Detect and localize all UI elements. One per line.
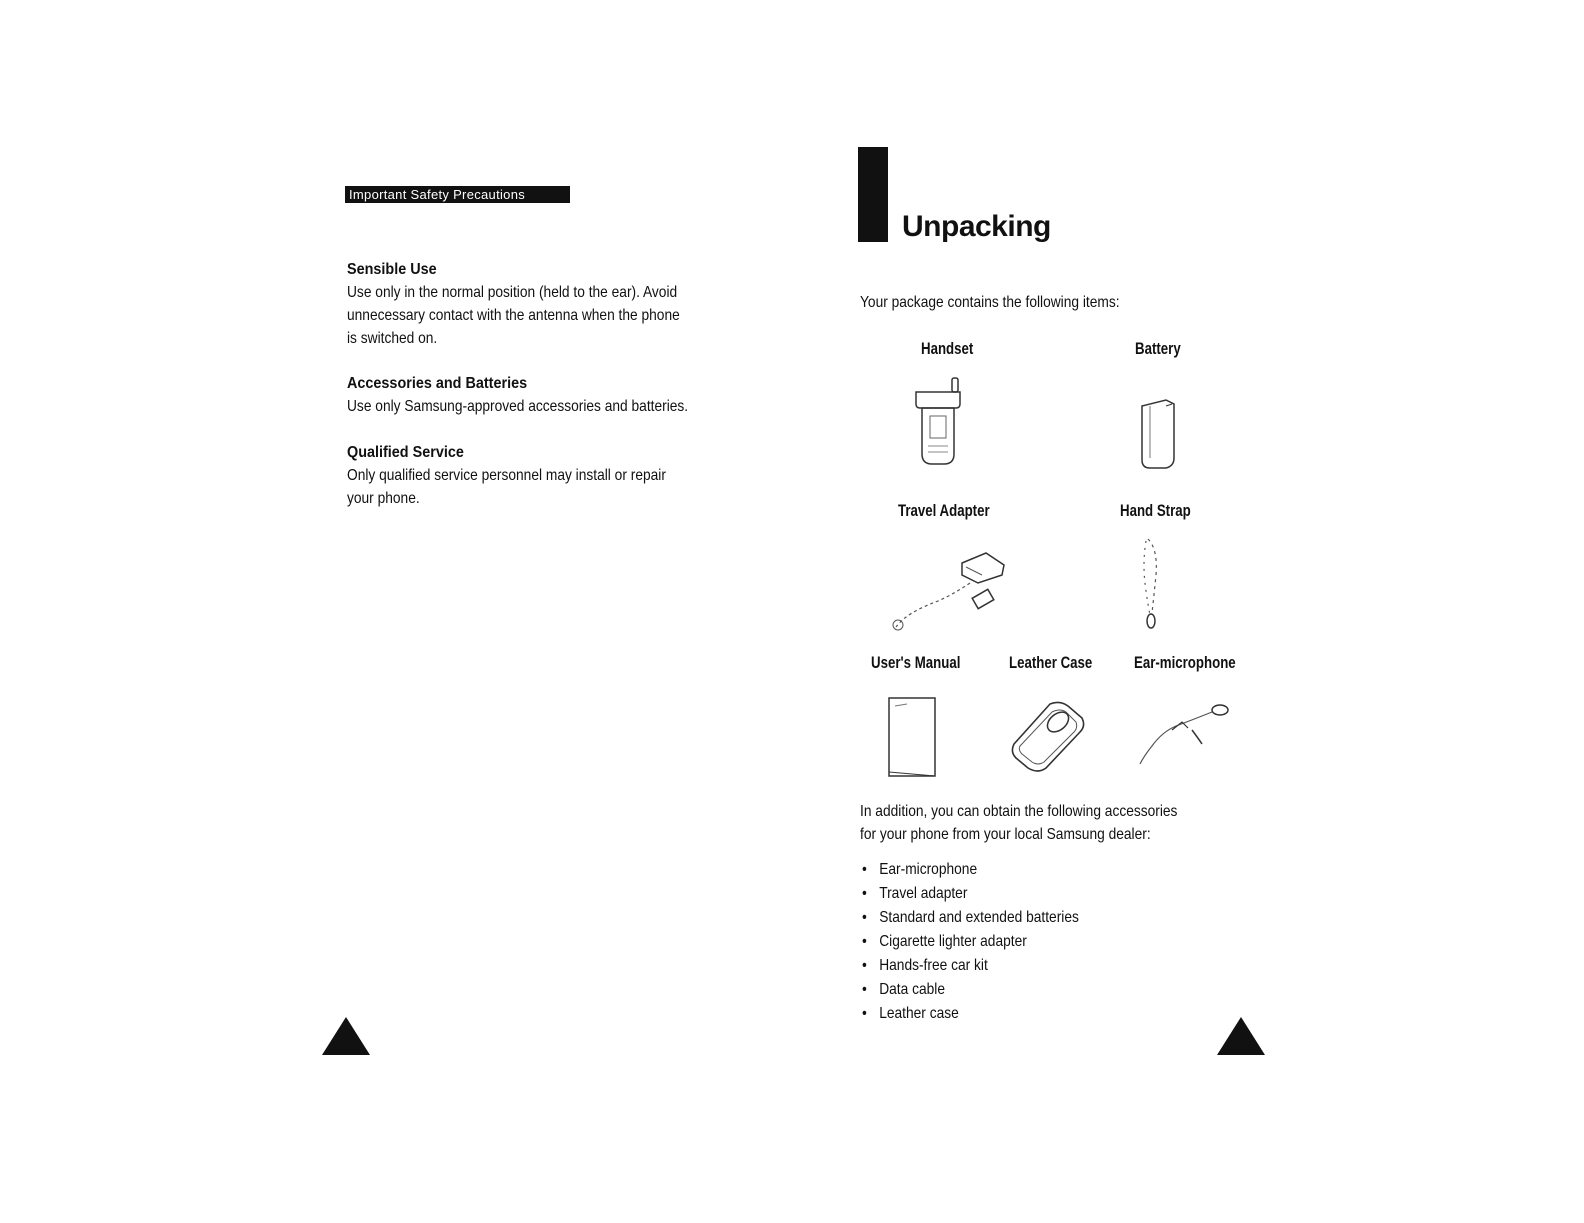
- text-line: for your phone from your local Samsung dealer:: [860, 826, 1151, 843]
- section-line: Only qualified service personnel may install or repair: [347, 467, 666, 484]
- qualified-service-section: [347, 442, 747, 510]
- list-item: • Travel adapter: [862, 885, 968, 902]
- triangle-icon: [1217, 1017, 1265, 1055]
- list-item: • Standard and extended batteries: [862, 909, 1079, 926]
- item-label-handset: Handset: [921, 339, 974, 358]
- sensible-use-section: [347, 259, 747, 350]
- list-item: • Ear-microphone: [862, 861, 978, 878]
- page-marker-left: [322, 1017, 398, 1060]
- section-line: unnecessary contact with the antenna when the phone: [347, 307, 680, 324]
- additional-accessories-text: [860, 800, 1238, 846]
- section-title: Sensible Use: [347, 261, 437, 278]
- section-header: Important Safety Precautions: [345, 186, 570, 203]
- list-item: • Hands-free car kit: [862, 957, 988, 974]
- accessory-list: [862, 858, 1114, 1026]
- page-number: 9: [1285, 1033, 1293, 1047]
- section-line: your phone.: [347, 490, 420, 507]
- item-label-users-manual: User's Manual: [871, 653, 961, 672]
- list-item: • Data cable: [862, 981, 945, 998]
- chapter-title: Unpacking: [902, 210, 1051, 243]
- list-item: • Cigarette lighter adapter: [862, 933, 1027, 950]
- hand-strap-icon: [1138, 535, 1168, 635]
- battery-icon: [1136, 396, 1180, 472]
- intro-text: Your package contains the following items:: [860, 294, 1120, 311]
- item-label-travel-adapter: Travel Adapter: [898, 501, 990, 520]
- section-line: Use only Samsung-approved accessories and batteries.: [347, 398, 689, 415]
- section-line: is switched on.: [347, 330, 438, 347]
- list-item: • Leather case: [862, 1005, 959, 1022]
- section-title: Accessories and Batteries: [347, 375, 528, 392]
- triangle-icon: [322, 1017, 370, 1055]
- page-marker-right: [1217, 1017, 1293, 1060]
- item-label-leather-case: Leather Case: [1009, 653, 1093, 672]
- chapter-marker-bar: [858, 147, 888, 242]
- ear-microphone-icon: [1132, 700, 1232, 770]
- text-line: In addition, you can obtain the following accessories: [860, 803, 1178, 820]
- manual-icon: [885, 694, 939, 780]
- item-label-hand-strap: Hand Strap: [1120, 501, 1191, 520]
- leather-case-icon: [1008, 696, 1088, 776]
- section-line: Use only in the normal position (held to the ear). Avoid: [347, 284, 678, 301]
- accessories-section: [347, 373, 747, 418]
- travel-adapter-icon: [882, 545, 1012, 635]
- handset-icon: [908, 376, 968, 470]
- section-title: Qualified Service: [347, 444, 464, 461]
- page-number: 8: [390, 1033, 398, 1047]
- item-label-battery: Battery: [1135, 339, 1181, 358]
- item-label-ear-microphone: Ear-microphone: [1134, 653, 1236, 672]
